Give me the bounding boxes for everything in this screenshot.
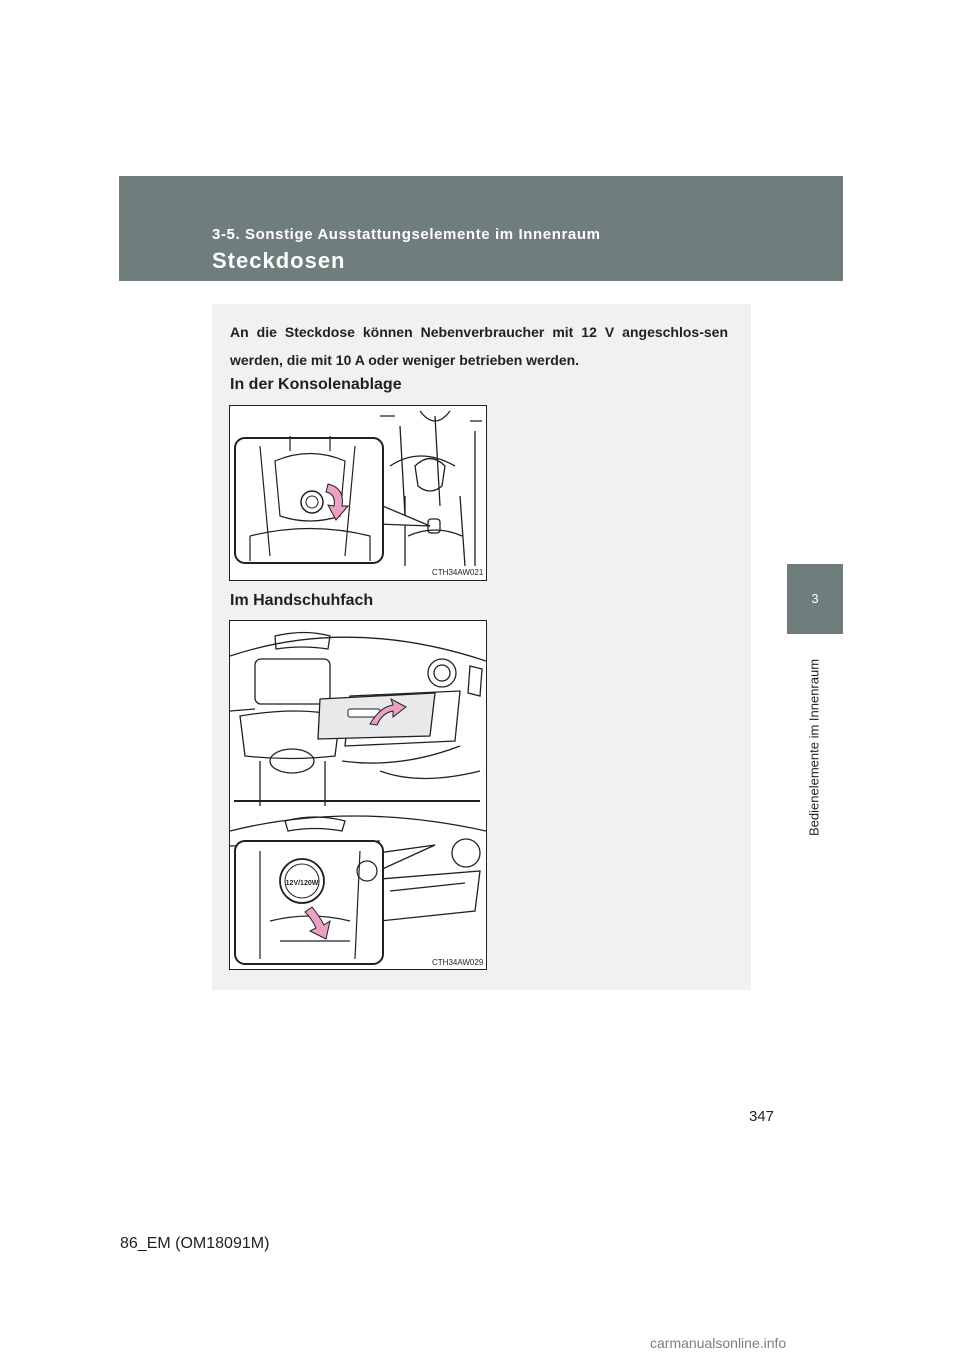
intro-paragraph: An die Steckdose können Nebenverbraucher mit 12 V angeschlos-sen werden, die mit 10 A oder weniger betrieben werden. [230,324,728,368]
chapter-label: Bedienelemente im Innenraum [806,658,822,836]
figure-console [229,405,487,581]
console-illustration [230,406,486,580]
page-title: Steckdosen [212,248,346,273]
watermark: carmanualsonline.info [650,1335,787,1351]
figure-glovebox [229,620,487,970]
section-label: 3-5. Sonstige Ausstattungselemente im Innenraum [212,226,601,243]
model-code: 86_EM (OM18091M) [120,1235,270,1252]
figure-code: CTH34AW029 [432,958,484,967]
heading-glovebox: Im Handschuhfach [230,592,374,609]
figure-code: CTH34AW021 [432,568,484,577]
chapter-tab: 3 [787,564,843,634]
page-number: 347 [748,1108,774,1125]
heading-console: In der Konsolenablage [230,376,402,393]
socket-label: 12V/120W [285,880,319,887]
glovebox-illustration [230,621,486,969]
